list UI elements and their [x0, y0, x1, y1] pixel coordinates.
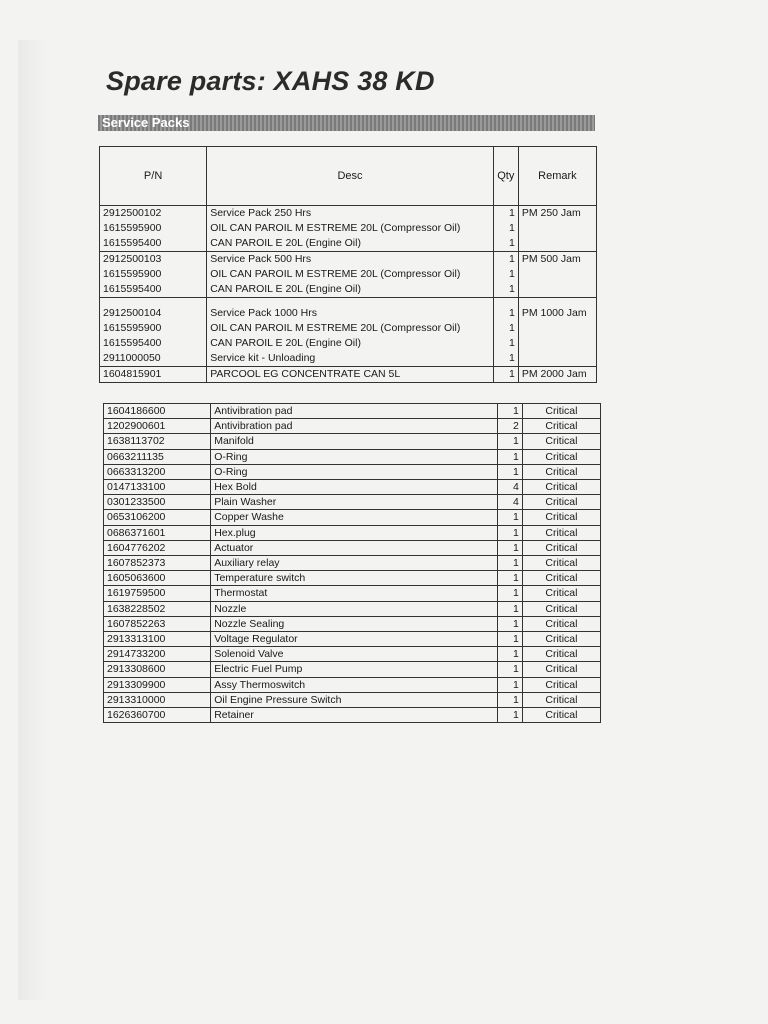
- part-remark: PM 2000 Jam: [518, 367, 596, 383]
- part-description: Solenoid Valve: [211, 647, 498, 662]
- part-description: Retainer: [211, 708, 498, 723]
- table-row: [104, 692, 601, 707]
- part-qty: 1: [497, 632, 522, 647]
- part-number: 2911000050: [100, 351, 207, 367]
- part-remark: PM 500 Jam: [518, 252, 596, 268]
- part-description: Electric Fuel Pump: [211, 662, 498, 677]
- part-number: 2913313100: [104, 632, 211, 647]
- part-remark: Critical: [522, 692, 600, 707]
- part-remark: Critical: [522, 677, 600, 692]
- part-description: Hex.plug: [211, 525, 498, 540]
- table-row: [104, 419, 601, 434]
- part-number: 1604815901: [100, 367, 207, 383]
- part-description: CAN PAROIL E 20L (Engine Oil): [207, 236, 494, 252]
- part-description: OIL CAN PAROIL M ESTREME 20L (Compressor Oil): [207, 267, 494, 282]
- part-number: 2914733200: [104, 647, 211, 662]
- part-description: Service Pack 250 Hrs: [207, 206, 494, 222]
- part-remark: [518, 336, 596, 351]
- header-pn: P/N: [100, 147, 207, 206]
- part-qty: 1: [493, 282, 518, 298]
- table-row: [104, 449, 601, 464]
- table-row: [104, 586, 601, 601]
- part-qty: 1: [497, 616, 522, 631]
- part-description: Assy Thermoswitch: [211, 677, 498, 692]
- table-row: [104, 404, 601, 419]
- section-title: Service Packs: [102, 115, 190, 130]
- service-packs-table: [99, 146, 597, 383]
- part-remark: Critical: [522, 480, 600, 495]
- service-pack-row: [100, 206, 597, 222]
- table-row: [104, 677, 601, 692]
- part-qty: 1: [497, 464, 522, 479]
- service-pack-row: [100, 282, 597, 298]
- table-row: [104, 632, 601, 647]
- part-number: 1615595900: [100, 321, 207, 336]
- part-description: Actuator: [211, 540, 498, 555]
- table-row: [104, 571, 601, 586]
- part-qty: 1: [493, 206, 518, 222]
- critical-parts-body: [104, 404, 601, 723]
- part-description: Nozzle Sealing: [211, 616, 498, 631]
- part-remark: [518, 221, 596, 236]
- part-qty: 1: [493, 336, 518, 351]
- part-remark: [518, 267, 596, 282]
- part-description: Auxiliary relay: [211, 556, 498, 571]
- part-qty: 2: [497, 419, 522, 434]
- part-number: 1604776202: [104, 540, 211, 555]
- part-description: Hex Bold: [211, 480, 498, 495]
- header-remark: Remark: [518, 147, 596, 206]
- paper-crease: [18, 40, 48, 1000]
- spacer-cell: [493, 298, 518, 307]
- part-number: 0663313200: [104, 464, 211, 479]
- part-qty: 1: [497, 540, 522, 555]
- service-pack-row: [100, 252, 597, 268]
- part-remark: [518, 351, 596, 367]
- section-header: [98, 115, 595, 131]
- part-number: 2912500104: [100, 306, 207, 321]
- part-description: Thermostat: [211, 586, 498, 601]
- part-remark: Critical: [522, 601, 600, 616]
- part-description: Copper Washe: [211, 510, 498, 525]
- table-row: [104, 662, 601, 677]
- part-number: 1615595400: [100, 236, 207, 252]
- service-pack-row: [100, 236, 597, 252]
- part-number: 2913308600: [104, 662, 211, 677]
- part-description: Antivibration pad: [211, 419, 498, 434]
- part-remark: Critical: [522, 464, 600, 479]
- part-description: Voltage Regulator: [211, 632, 498, 647]
- part-number: 1202900601: [104, 419, 211, 434]
- part-qty: 1: [497, 586, 522, 601]
- part-description: Nozzle: [211, 601, 498, 616]
- part-number: 2913310000: [104, 692, 211, 707]
- part-number: 2912500103: [100, 252, 207, 268]
- part-description: Temperature switch: [211, 571, 498, 586]
- table-row: [104, 601, 601, 616]
- service-pack-row: [100, 221, 597, 236]
- part-description: CAN PAROIL E 20L (Engine Oil): [207, 282, 494, 298]
- part-description: Service kit - Unloading: [207, 351, 494, 367]
- part-remark: Critical: [522, 632, 600, 647]
- service-pack-row: [100, 351, 597, 367]
- part-number: 1607852373: [104, 556, 211, 571]
- part-description: Antivibration pad: [211, 404, 498, 419]
- spacer-cell: [518, 298, 596, 307]
- table-row: [104, 510, 601, 525]
- part-remark: Critical: [522, 525, 600, 540]
- part-description: CAN PAROIL E 20L (Engine Oil): [207, 336, 494, 351]
- part-number: 1615595400: [100, 282, 207, 298]
- part-number: 1607852263: [104, 616, 211, 631]
- service-pack-row: [100, 321, 597, 336]
- part-remark: Critical: [522, 449, 600, 464]
- critical-parts-table: [103, 403, 601, 723]
- part-description: PARCOOL EG CONCENTRATE CAN 5L: [207, 367, 494, 383]
- part-qty: 1: [497, 449, 522, 464]
- part-number: 1615595900: [100, 267, 207, 282]
- part-number: 0686371601: [104, 525, 211, 540]
- part-remark: Critical: [522, 495, 600, 510]
- part-number: 2912500102: [100, 206, 207, 222]
- part-qty: 1: [497, 662, 522, 677]
- part-qty: 1: [493, 221, 518, 236]
- part-description: Service Pack 500 Hrs: [207, 252, 494, 268]
- part-qty: 1: [497, 434, 522, 449]
- part-qty: 1: [497, 677, 522, 692]
- part-number: 0301233500: [104, 495, 211, 510]
- table-row: [104, 525, 601, 540]
- part-qty: 1: [497, 404, 522, 419]
- part-number: 1638113702: [104, 434, 211, 449]
- part-description: Manifold: [211, 434, 498, 449]
- part-qty: 1: [493, 236, 518, 252]
- part-remark: PM 250 Jam: [518, 206, 596, 222]
- header-desc: Desc: [207, 147, 494, 206]
- part-qty: 1: [493, 306, 518, 321]
- table-row: [104, 434, 601, 449]
- part-number: 1619759500: [104, 586, 211, 601]
- part-qty: 1: [493, 252, 518, 268]
- part-qty: 1: [497, 571, 522, 586]
- part-remark: Critical: [522, 708, 600, 723]
- part-remark: Critical: [522, 662, 600, 677]
- service-packs-body: [100, 206, 597, 383]
- service-pack-row: [100, 367, 597, 383]
- part-remark: Critical: [522, 556, 600, 571]
- table-row: [104, 540, 601, 555]
- part-qty: 4: [497, 480, 522, 495]
- part-remark: Critical: [522, 434, 600, 449]
- part-description: O-Ring: [211, 449, 498, 464]
- table-row: [104, 647, 601, 662]
- part-description: O-Ring: [211, 464, 498, 479]
- part-qty: 1: [497, 647, 522, 662]
- part-description: OIL CAN PAROIL M ESTREME 20L (Compressor Oil): [207, 321, 494, 336]
- part-description: Service Pack 1000 Hrs: [207, 306, 494, 321]
- part-remark: Critical: [522, 586, 600, 601]
- part-qty: 1: [497, 556, 522, 571]
- part-number: 0653106200: [104, 510, 211, 525]
- part-remark: PM 1000 Jam: [518, 306, 596, 321]
- part-number: 1615595400: [100, 336, 207, 351]
- spacer-cell: [207, 298, 494, 307]
- part-number: 1638228502: [104, 601, 211, 616]
- part-remark: [518, 282, 596, 298]
- table-row: [104, 495, 601, 510]
- service-pack-row: [100, 336, 597, 351]
- header-qty: Qty: [493, 147, 518, 206]
- part-number: 1626360700: [104, 708, 211, 723]
- part-remark: Critical: [522, 404, 600, 419]
- part-description: Oil Engine Pressure Switch: [211, 692, 498, 707]
- service-pack-row: [100, 306, 597, 321]
- part-description: Plain Washer: [211, 495, 498, 510]
- table-row: [104, 556, 601, 571]
- table-row: [104, 616, 601, 631]
- part-qty: 1: [497, 510, 522, 525]
- part-qty: 1: [497, 525, 522, 540]
- part-number: 0663211135: [104, 449, 211, 464]
- part-remark: Critical: [522, 616, 600, 631]
- part-number: 2913309900: [104, 677, 211, 692]
- part-remark: Critical: [522, 647, 600, 662]
- part-qty: 1: [493, 267, 518, 282]
- page-title: Spare parts: XAHS 38 KD: [106, 66, 435, 96]
- part-qty: 1: [497, 601, 522, 616]
- part-remark: [518, 321, 596, 336]
- part-number: 0147133100: [104, 480, 211, 495]
- part-remark: Critical: [522, 571, 600, 586]
- part-remark: Critical: [522, 540, 600, 555]
- table-row: [104, 708, 601, 723]
- part-remark: Critical: [522, 419, 600, 434]
- part-qty: 1: [497, 692, 522, 707]
- table-row: [104, 464, 601, 479]
- group-spacer: [100, 298, 597, 307]
- part-description: OIL CAN PAROIL M ESTREME 20L (Compressor Oil): [207, 221, 494, 236]
- table-row: [104, 480, 601, 495]
- part-number: 1605063600: [104, 571, 211, 586]
- part-number: 1615595900: [100, 221, 207, 236]
- part-qty: 1: [497, 708, 522, 723]
- part-qty: 4: [497, 495, 522, 510]
- part-remark: [518, 236, 596, 252]
- table-header-row: [100, 147, 597, 206]
- part-qty: 1: [493, 351, 518, 367]
- service-pack-row: [100, 267, 597, 282]
- spacer-cell: [100, 298, 207, 307]
- part-qty: 1: [493, 367, 518, 383]
- part-remark: Critical: [522, 510, 600, 525]
- part-number: 1604186600: [104, 404, 211, 419]
- part-qty: 1: [493, 321, 518, 336]
